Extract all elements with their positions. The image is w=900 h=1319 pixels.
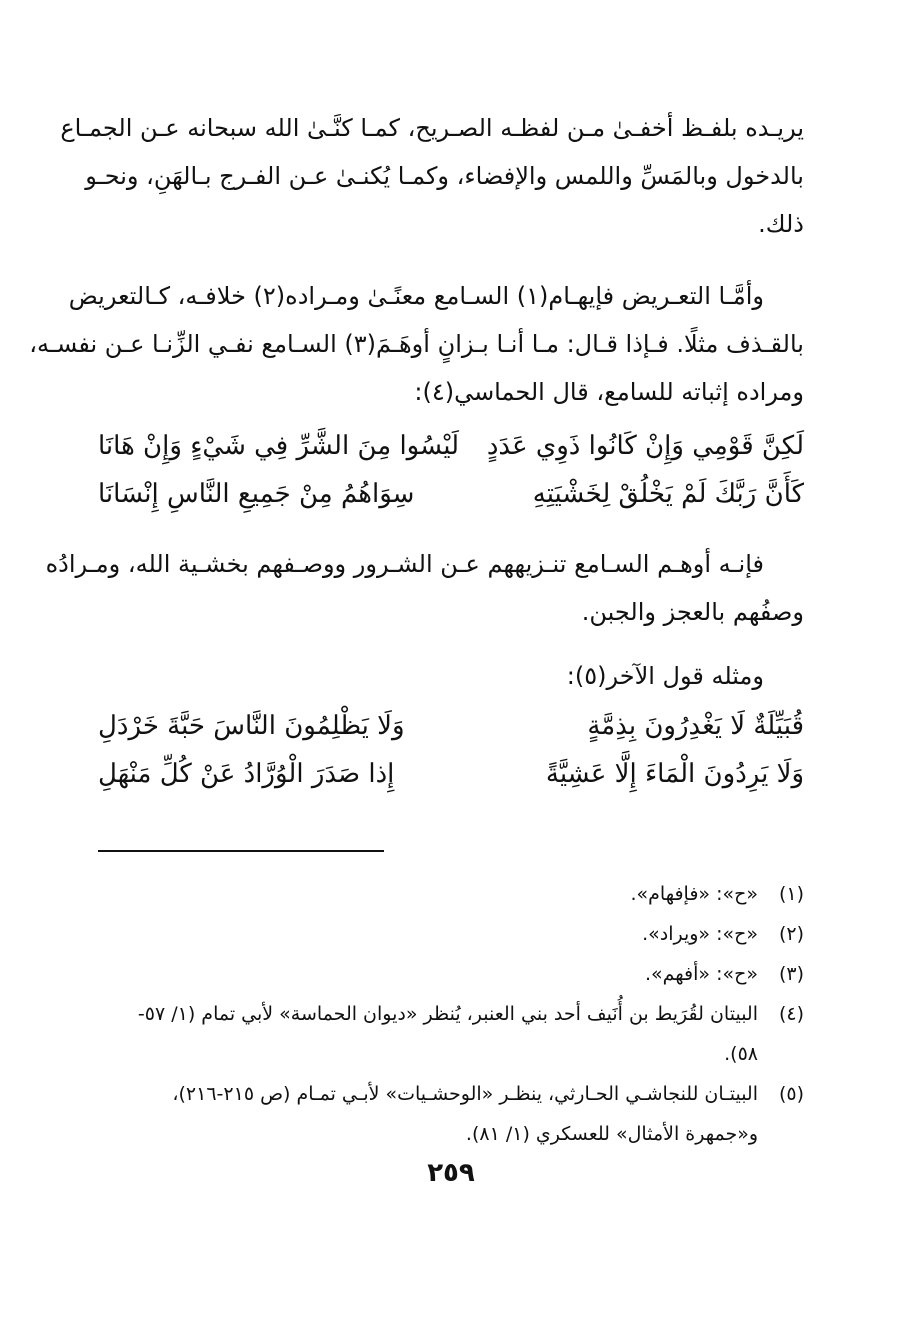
footnote-line: و«جمهرة الأمثال» للعسكري (١/ ٨١). [465, 1123, 758, 1145]
footnote-line: «ح»: «أفهم». [644, 963, 758, 985]
footnote-text [98, 994, 758, 1074]
paragraph-line: فإنـه أوهـم السـامع تنـزيههم عـن الشـرور ووصـفهم بخشـية الله، ومـرادُه [45, 550, 764, 578]
verse-second-hemistich: إِذا صَدَرَ الْوُرَّادُ عَنْ كُلِّ مَنْهَلِ [98, 759, 395, 789]
footnote-line: «ح»: «ويراد». [642, 923, 758, 945]
paragraph-line: بالدخول وبالمَسِّ واللمس والإفضاء، وكمـا يُكنـىٰ عـن الفـرج بـالهَنِ، ونحـو [85, 162, 804, 190]
paragraph-line: وأمَّـا التعـريض فإيهـام(١) السـامع معنًـىٰ ومـراده(٢) خلافـه، كـالتعريض [68, 282, 764, 310]
footnote-text [98, 914, 758, 954]
footnote-5 [98, 1074, 804, 1154]
verse-second-hemistich: وَلَا يَظْلِمُونَ النَّاسَ حَبَّةَ خَرْدَلِ [98, 711, 405, 741]
paragraph-1 [60, 104, 804, 248]
footnote-line: «ح»: «فإفهام». [630, 883, 758, 905]
paragraph-4 [98, 652, 804, 700]
verse-first-hemistich: لَكِنَّ قَوْمِي وَإِنْ كَانُوا ذَوِي عَدَدٍ [486, 431, 804, 461]
paragraph-line: وصفُهم بالعجز والجبن. [581, 598, 804, 626]
verse-row [98, 750, 804, 798]
footnote-number: (٣) [778, 963, 804, 985]
poem-1 [98, 422, 804, 518]
paragraph-3 [45, 540, 804, 636]
footnotes [98, 874, 804, 1154]
footnote-text [98, 1074, 758, 1154]
verse-second-hemistich: لَيْسُوا مِنَ الشَّرِّ فِي شَيْءٍ وَإِنْ هَانَا [98, 431, 460, 461]
footnote-1 [98, 874, 804, 914]
page [29, 104, 804, 1319]
verse-second-hemistich: سِوَاهُمُ مِنْ جَمِيعِ النَّاسِ إِنْسَانَا [98, 479, 415, 509]
poem-2 [98, 702, 804, 798]
footnote-4 [98, 994, 804, 1074]
verse-first-hemistich: قُبَيِّلَةٌ لَا يَغْدِرُونَ بِذِمَّةٍ [587, 711, 804, 741]
footnote-number: (٥) [778, 1083, 804, 1105]
paragraph-line: بالقـذف مثلًا. فـإذا قـال: مـا أنـا بـزانٍ أوهَـمَ(٣) السـامع نفـي الزِّنـا عـن نفسـه، [29, 330, 804, 358]
footnote-text [98, 874, 758, 914]
footnote-line: ٥٨). [724, 1043, 758, 1065]
paragraph-line: يريـده بلفـظ أخفـىٰ مـن لفظـه الصـريح، كمـا كنَّـىٰ الله سبحانه عـن الجمـاع [60, 114, 804, 142]
verse-row [98, 422, 804, 470]
footnote-line: البيتـان للنجاشـي الحـارثي، ينظـر «الوحشـيات» لأبـي تمـام (ص ٢١٥-٢١٦)، [172, 1083, 758, 1105]
footnote-2 [98, 914, 804, 954]
footnote-3 [98, 954, 804, 994]
paragraph-line: ومراده إثباته للسامع، قال الحماسي(٤): [414, 378, 804, 406]
footnote-line: البيتان لقُرَيط بن أُنَيف أحد بني العنبر، يُنظر «ديوان الحماسة» لأبي تمام (١/ ٥٧- [137, 1003, 758, 1025]
verse-first-hemistich: وَلَا يَرِدُونَ الْمَاءَ إِلَّا عَشِيَّةً [545, 759, 804, 789]
verse-first-hemistich: كَأَنَّ رَبَّكَ لَمْ يَخْلُقْ لِخَشْيَتِهِ [532, 479, 804, 509]
footnote-number: (٢) [778, 923, 804, 945]
page-number: ٢٥٩ [427, 1158, 475, 1188]
paragraph-line: ذلك. [758, 210, 804, 238]
paragraph-line: ومثله قول الآخر(٥): [566, 662, 764, 690]
footnote-separator [98, 850, 384, 852]
verse-row [98, 702, 804, 750]
footnote-number: (١) [778, 883, 804, 905]
paragraph-2 [29, 272, 804, 416]
verse-row [98, 470, 804, 518]
footnote-number: (٤) [778, 1003, 804, 1025]
footnote-text [98, 954, 758, 994]
